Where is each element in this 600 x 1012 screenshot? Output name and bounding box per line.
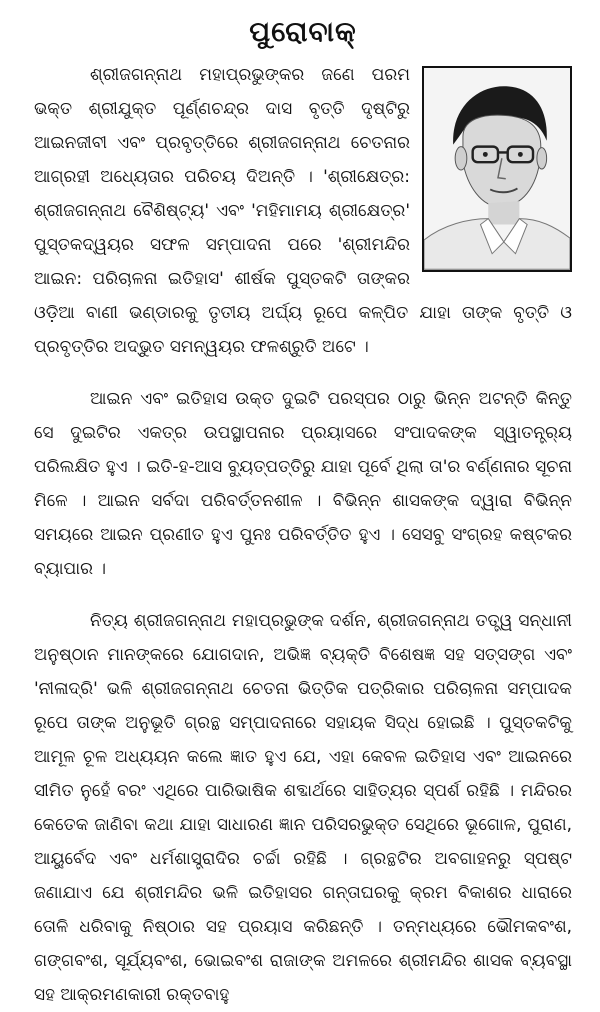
page-title: ପୁରୋବାକ୍ [249,15,357,48]
portrait-photo-icon [424,68,570,270]
paragraph-3: ନିତ୍ୟ ଶ୍ରୀଜଗନ୍ନାଥ ମହାପ୍ରଭୁଙ୍କ ଦର୍ଶନ, ଶ୍ରୀଜଗନ୍ନାଥ ତତ୍ତ୍ୱ ସନ୍ଧାନୀ ଅନୁଷ୍ଠାନ ମାନଙ୍କରେ ଯୋଗଦାନ, ଅଭିଜ୍ଞ ବ୍ୟକ୍ତି ବିଶେଷଜ୍ଞ ସହ ସତ୍‌ସଙ୍ଗ ଏବଂ 'ନୀଳାଦ୍ରି' ଭଳି ଶ୍ରୀଜଗନ୍ନାଥ ଚେତନା ଭିତ୍ତିକ ପତ୍ରିକାର ପରିଚାଳନା ସମ୍ପାଦକ ରୂପେ ତାଙ୍କ ଅନୁଭୂତି ଗ୍ରନ୍ଥ ସମ୍ପାଦନାରେ ସହାୟକ ସିଦ୍ଧ ହୋଇଛି । ପୁସ୍ତକଟିକୁ ଆମୂଳ ଚୂଳ ଅଧ୍ୟୟନ କଲେ ଜ୍ଞାତ ହୁଏ ଯେ, ଏହା କେବଳ ଇତିହାସ ଏବଂ ଆଇନରେ ସୀମିତ ନୁହେଁ ବରଂ ଏଥିରେ ପାରିଭାଷିକ ଶବ୍ଦାର୍ଥରେ ସାହିତ୍ୟର ସ୍ପର୍ଶ ରହିଛି । ମନ୍ଦିରର କେତେକ ଜାଣିବା କଥା ଯାହା ସାଧାରଣ ଜ୍ଞାନ ପରିସରଭୁକ୍ତ ସେଥିରେ ଭୂଗୋଳ, ପୁରାଣ, ଆୟୁର୍ବେଦ ଏବଂ ଧର୍ମଶାସ୍ତ୍ରାଦିର ଚର୍ଚ୍ଚା ରହିଛି । ଗ୍ରନ୍ଥଟିର ଅବଗାହନରୁ ସ୍ପଷ୍ଟ ଜଣାଯାଏ ଯେ ଶ୍ରୀମନ୍ଦିର ଭଳି ଇତିହାସର ଗନ୍ତାଘରକୁ କ୍ରମ ବିକାଶର ଧାରାରେ ତୋଳି ଧରିବାକୁ ନିଷ୍ଠାର ସହ ପ୍ରୟାସ କରିଛନ୍ତି । ତନ୍ମଧ୍ୟରେ ଭୌମକବଂଶ, ଗଙ୍ଗବଂଶ, ସୂର୍ଯ୍ୟବଂଶ, ଭୋଇବଂଶ ରାଜାଙ୍କ ଅମଳରେ ଶ୍ରୀମନ୍ଦିର ଶାସକ ବ୍ୟବସ୍ଥା ସହ ଆକ୍ରମଣକାରୀ ରକ୍ତବାହୁ [34,611,572,1005]
author-portrait [422,66,572,272]
paragraph-2: ଆଇନ ଏବଂ ଇତିହାସ ଉକ୍ତ ଦୁଇଟି ପରସ୍ପର ଠାରୁ ଭିନ୍ନ ଅଟନ୍ତି କିନ୍ତୁ ସେ ଦୁଇଟିର ଏକତ୍ର ଉପସ୍ଥାପନାର ପ୍ରୟାସରେ ସଂପାଦକଙ୍କ ସ୍ୱାତନ୍ତ୍ର୍ୟ ପରିଲକ୍ଷିତ ହୁଏ । ଇତି-ହ-ଆସ ବ୍ୟୁତ୍ପତ୍ତିରୁ ଯାହା ପୂର୍ବେ ଥିଲା ତା'ର ବର୍ଣ୍ଣନାର ସୂଚନା ମିଳେ । ଆଇନ ସର୍ବଦା ପରିବର୍ତ୍ତନଶୀଳ । ବିଭିନ୍ନ ଶାସକଙ୍କ ଦ୍ୱାରା ବିଭିନ୍ନ ସମୟରେ ଆଇନ ପ୍ରଣୀତ ହୁଏ ପୁନଃ ପରିବର୍ତ୍ତିତ ହୁଏ । ସେସବୁ ସଂଗ୍ରହ କଷ୍ଟକର ବ୍ୟାପାର । [34,389,572,579]
lead-section [34,58,572,364]
paragraph-1: ଶ୍ରୀଜଗନ୍ନାଥ ମହାପ୍ରଭୁଙ୍କର ଜଣେ ପରମ ଭକ୍ତ ଶ୍ରୀଯୁକ୍ତ ପୂର୍ଣ୍ଣଚନ୍ଦ୍ର ଦାସ ବୃତ୍ତି ଦୃଷ୍ଟିରୁ ଆଇନଜୀବୀ ଏବଂ ପ୍ରବୃତ୍ତିରେ ଶ୍ରୀଜଗନ୍ନାଥ ଚେତନାର ଆଗ୍ରହୀ ଅଧ୍ୟେତାର ପରିଚୟ ଦିଅନ୍ତି । 'ଶ୍ରୀକ୍ଷେତ୍ର: ଶ୍ରୀଜଗନ୍ନାଥ ବୈଶିଷ୍ଟ୍ୟ' ଏବଂ 'ମହିମାମୟ ଶ୍ରୀକ୍ଷେତ୍ର' ପୁସ୍ତକଦ୍ୱୟର ସଫଳ ସମ୍ପାଦନା ପରେ 'ଶ୍ରୀମନ୍ଦିର ଆଇନ: ପରିଚାଳନା ଇତିହାସ' ଶୀର୍ଷକ ପୁସ୍ତକଟି ତାଙ୍କର ଓଡ଼ିଆ ବାଣୀ ଭଣ୍ଡାରକୁ ତୃତୀୟ ଅର୍ଘ୍ୟ ରୂପେ କଳ୍ପିତ ଯାହା ତାଙ୍କ ବୃତ୍ତି ଓ ପ୍ରବୃତ୍ତିର ଅଦ୍ଭୁତ ସମନ୍ୱୟର ଫଳଶ୍ରୁତି ଅଟେ । [34,65,572,357]
